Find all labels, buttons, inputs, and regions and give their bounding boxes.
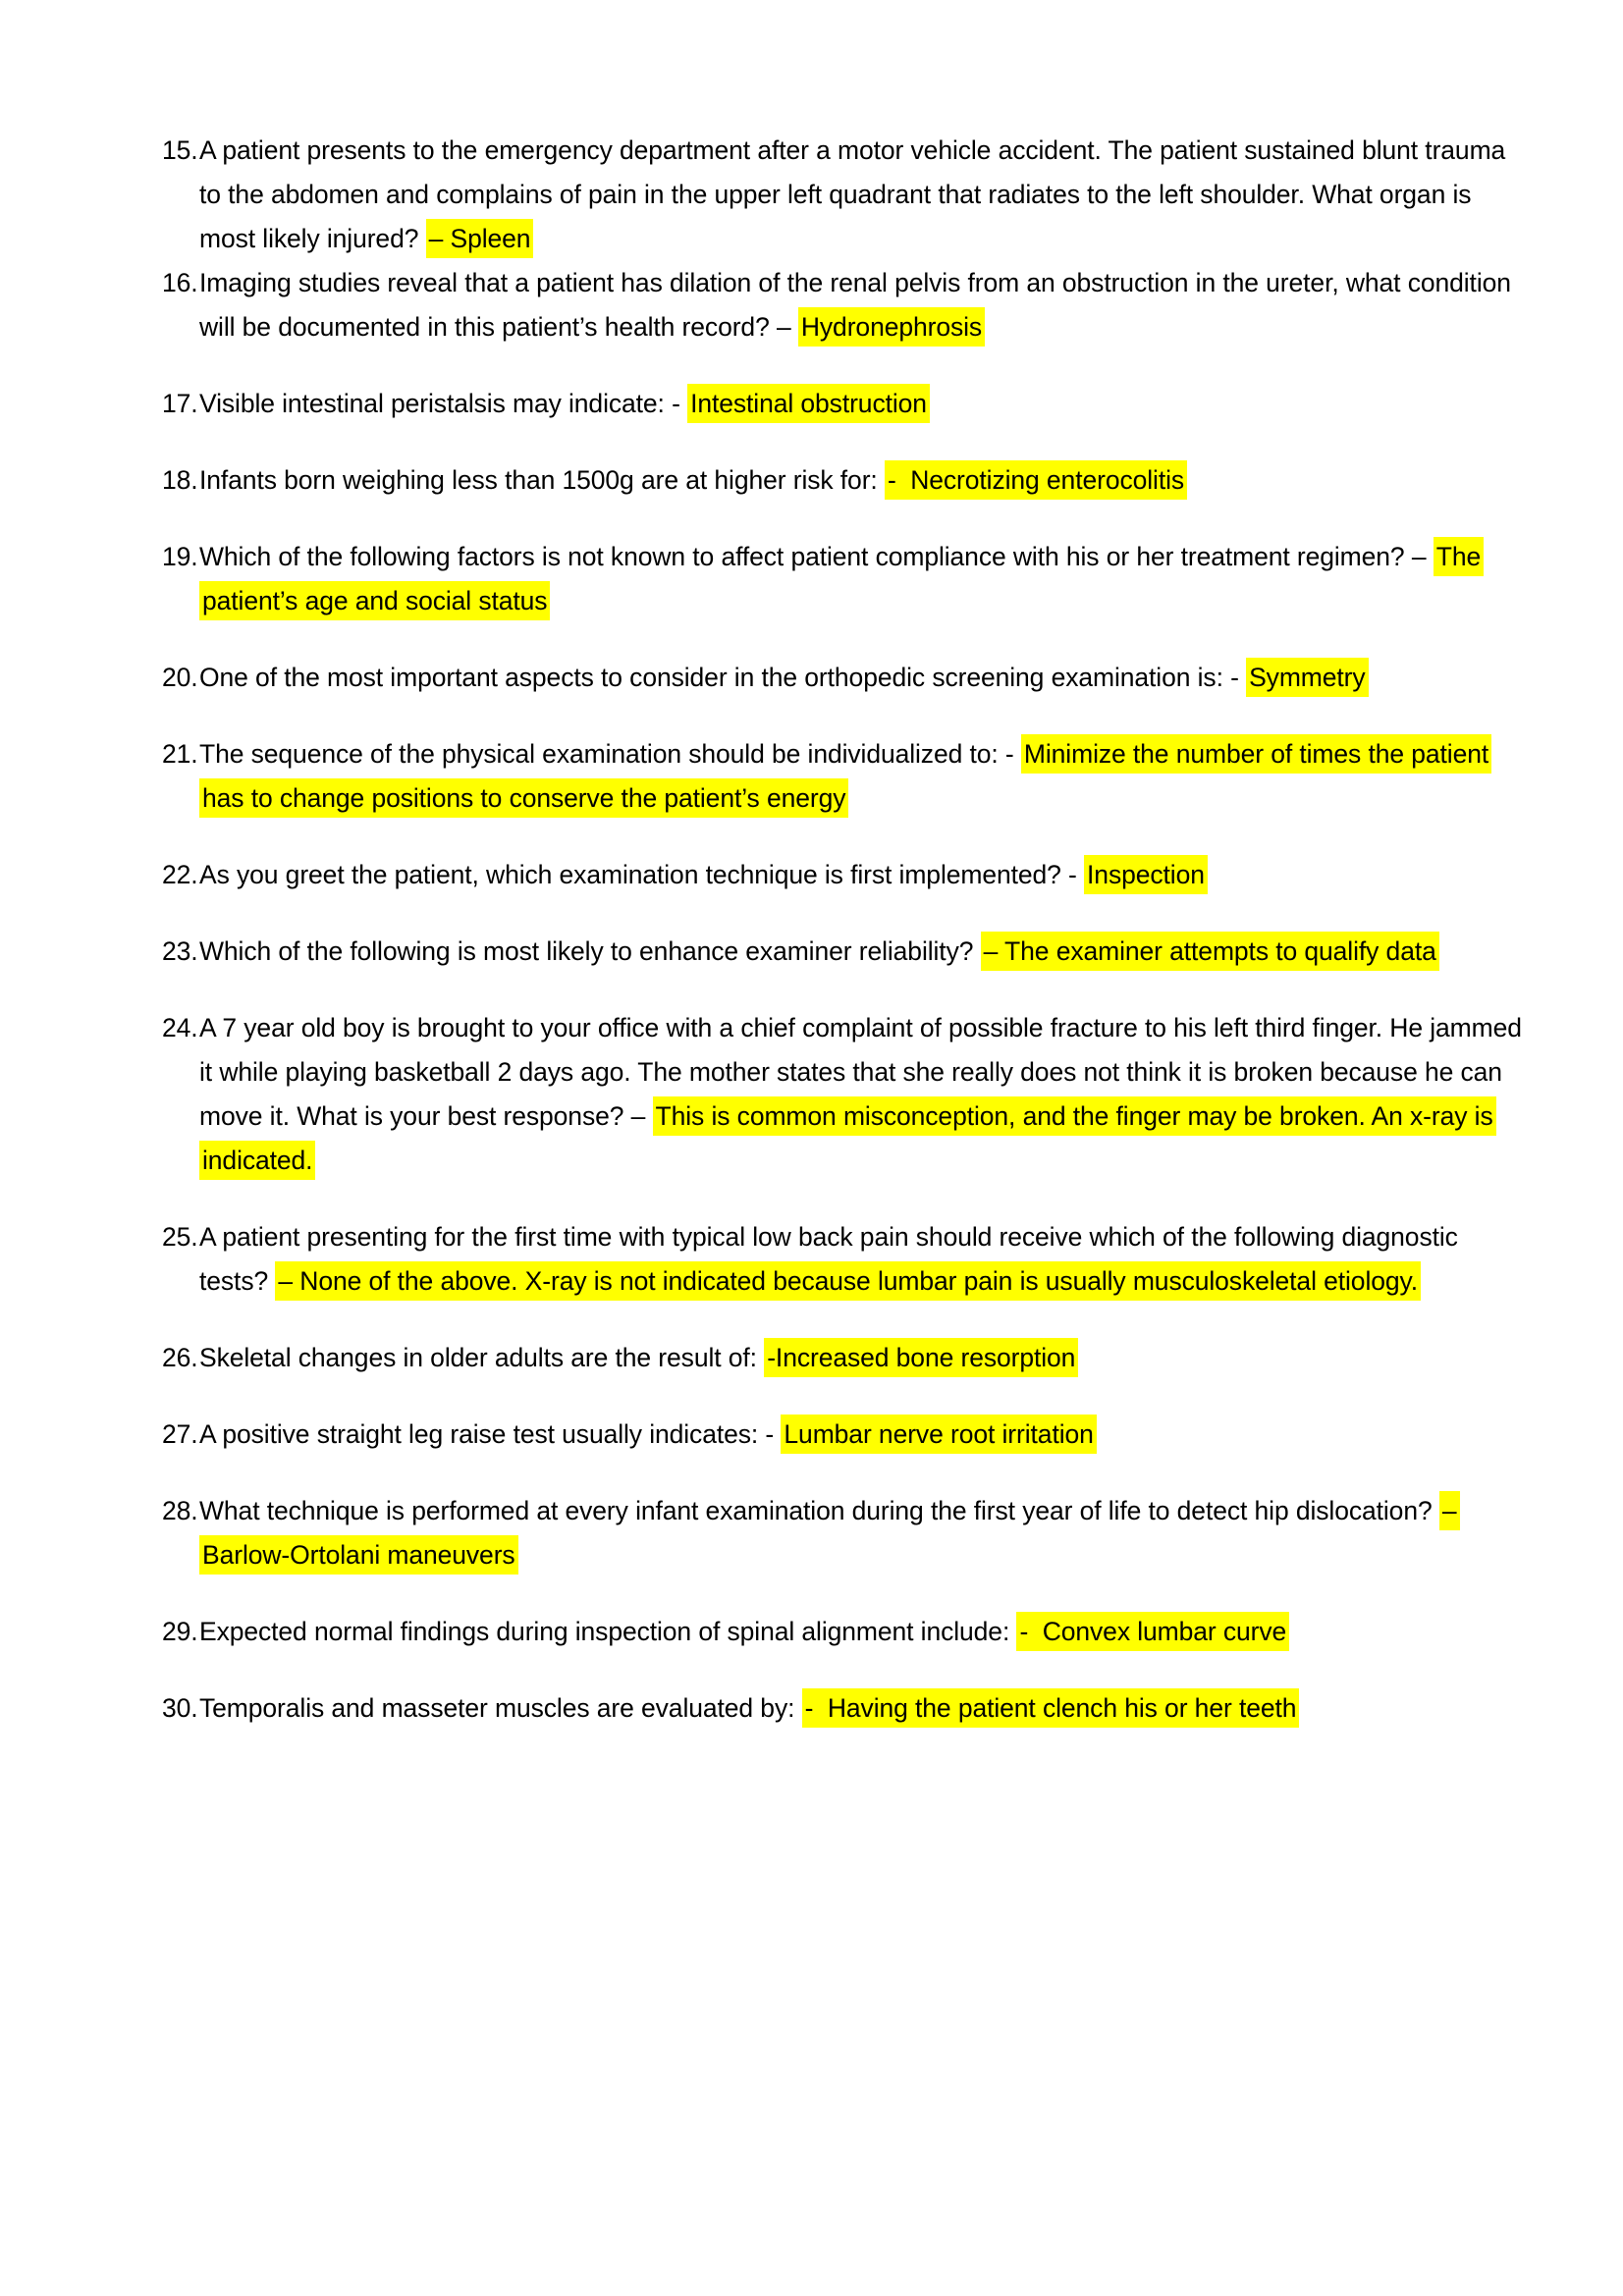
question-item [162,1336,1525,1380]
question-number: 30. [162,1693,198,1723]
question-number: 17. [162,389,198,418]
highlighted-answer: Inspection [1084,855,1208,894]
question-number: 25. [162,1222,198,1252]
highlighted-answer: - Convex lumbar curve [1016,1612,1289,1651]
question-item [162,853,1525,897]
highlighted-answer: – The examiner attempts to qualify data [981,932,1439,971]
highlighted-answer: Hydronephrosis [798,307,985,347]
question-item [162,732,1525,821]
question-text: Which of the following is most likely to enhance examiner reliability? [199,936,981,966]
question-list [162,129,1525,1763]
question-number: 16. [162,268,198,297]
highlighted-answer: – None of the above. X-ray is not indicated because lumbar pain is usually musculoskeletal etiology. [275,1261,1421,1301]
question-text: What technique is performed at every infant examination during the first year of life to detect hip dislocation? [199,1496,1439,1525]
highlighted-answer: The patient’s age and social status [199,537,1484,620]
highlighted-answer: Intestinal obstruction [687,384,930,423]
highlighted-answer: – Barlow-Ortolani maneuvers [199,1491,1460,1575]
question-item [162,1489,1525,1577]
question-text: The sequence of the physical examination should be individualized to: - [199,739,1021,769]
question-item [162,261,1525,349]
question-item [162,535,1525,623]
question-number: 24. [162,1013,198,1042]
question-number: 23. [162,936,198,966]
question-text: A positive straight leg raise test usually indicates: - [199,1419,782,1449]
question-text: A patient presenting for the first time with typical low back pain should receive which of the following diagnostic tests? [199,1222,1458,1296]
highlighted-answer: - Having the patient clench his or her teeth [802,1688,1300,1728]
question-number: 20. [162,663,198,692]
highlighted-answer: Symmetry [1246,658,1368,697]
question-text: Expected normal findings during inspection of spinal alignment include: [199,1617,1017,1646]
question-item [162,458,1525,503]
question-text: A 7 year old boy is brought to your office with a chief complaint of possible fracture to his left third finger. He jammed it while playing basketball 2 days ago. The mother states that she really does not think it is broken because he can move it. What is your best response? – [199,1013,1522,1131]
question-number: 19. [162,542,198,571]
question-item [162,1686,1525,1731]
question-text: One of the most important aspects to consider in the orthopedic screening examination is: - [199,663,1247,692]
question-number: 26. [162,1343,198,1372]
highlighted-answer: -Increased bone resorption [764,1338,1078,1377]
question-number: 27. [162,1419,198,1449]
highlighted-answer: – Spleen [426,219,534,258]
highlighted-answer: - Necrotizing enterocolitis [885,460,1187,500]
question-number: 18. [162,465,198,495]
question-item [162,656,1525,700]
question-item [162,1413,1525,1457]
question-number: 28. [162,1496,198,1525]
question-text: Visible intestinal peristalsis may indicate: - [199,389,688,418]
question-item [162,1006,1525,1183]
question-text: Temporalis and masseter muscles are evaluated by: [199,1693,802,1723]
question-text: Skeletal changes in older adults are the result of: [199,1343,765,1372]
question-text: As you greet the patient, which examination technique is first implemented? - [199,860,1085,889]
question-item [162,382,1525,426]
question-number: 21. [162,739,198,769]
question-number: 15. [162,135,198,165]
question-text: A patient presents to the emergency department after a motor vehicle accident. The patient sustained blunt trauma to the abdomen and complains of pain in the upper left quadrant that radiates to the left shoulder. What organ is most likely injured? [199,135,1506,253]
question-number: 29. [162,1617,198,1646]
question-text: Infants born weighing less than 1500g are at higher risk for: [199,465,885,495]
question-number: 22. [162,860,198,889]
question-item [162,930,1525,974]
highlighted-answer: Minimize the number of times the patient has to change positions to conserve the patient’s energy [199,734,1491,818]
highlighted-answer: Lumbar nerve root irritation [781,1415,1096,1454]
question-item [162,1215,1525,1304]
question-text: Imaging studies reveal that a patient has dilation of the renal pelvis from an obstruction in the ureter, what condition will be documented in this patient’s health record? – [199,268,1511,342]
question-item [162,1610,1525,1654]
question-item [162,129,1525,261]
question-text: Which of the following factors is not known to affect patient compliance with his or her treatment regimen? – [199,542,1434,571]
highlighted-answer: This is common misconception, and the finger may be broken. An x-ray is indicated. [199,1096,1496,1180]
